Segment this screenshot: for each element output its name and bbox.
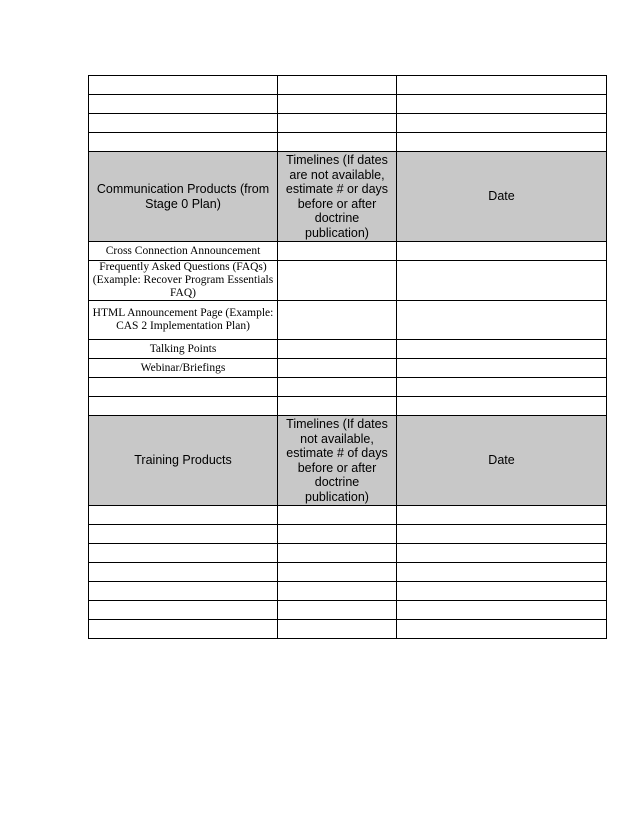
table-cell[interactable] — [278, 76, 397, 95]
table-row — [89, 242, 607, 261]
table-cell[interactable] — [397, 378, 607, 397]
timelines-header: Timelines (If dates are not available, estimate # or days before or after doctrine publication) — [278, 152, 397, 242]
timeline-cell[interactable] — [278, 242, 397, 261]
product-cell: Talking Points — [89, 340, 278, 359]
table-cell[interactable] — [397, 397, 607, 416]
empty-row — [89, 95, 607, 114]
date-cell[interactable] — [397, 242, 607, 261]
timeline-cell[interactable] — [278, 301, 397, 340]
empty-row — [89, 525, 607, 544]
table-cell[interactable] — [89, 114, 278, 133]
date-cell[interactable] — [397, 301, 607, 340]
communication-products-header: Communication Products (from Stage 0 Plan) — [89, 152, 278, 242]
table-cell[interactable] — [89, 133, 278, 152]
table-cell[interactable] — [89, 76, 278, 95]
product-cell: HTML Announcement Page (Example: CAS 2 Implementation Plan) — [89, 301, 278, 340]
table-cell[interactable] — [89, 506, 278, 525]
table-cell[interactable] — [278, 133, 397, 152]
date-header: Date — [397, 416, 607, 506]
table-cell[interactable] — [397, 563, 607, 582]
table-cell[interactable] — [278, 114, 397, 133]
empty-row — [89, 378, 607, 397]
table-cell[interactable] — [397, 95, 607, 114]
empty-row — [89, 582, 607, 601]
product-cell: Cross Connection Announcement — [89, 242, 278, 261]
date-cell[interactable] — [397, 261, 607, 301]
table-cell[interactable] — [89, 378, 278, 397]
table-row — [89, 301, 607, 340]
date-cell[interactable] — [397, 359, 607, 378]
table-cell[interactable] — [278, 582, 397, 601]
table-cell[interactable] — [278, 378, 397, 397]
product-cell: Frequently Asked Questions (FAQs) (Example: Recover Program Essentials FAQ) — [89, 261, 278, 301]
empty-row — [89, 76, 607, 95]
table-cell[interactable] — [397, 114, 607, 133]
communication-header-row — [89, 152, 607, 242]
empty-row — [89, 620, 607, 639]
table-cell[interactable] — [89, 544, 278, 563]
table-cell[interactable] — [278, 544, 397, 563]
table-cell[interactable] — [89, 397, 278, 416]
table-cell[interactable] — [397, 525, 607, 544]
table-cell[interactable] — [397, 601, 607, 620]
training-header-row — [89, 416, 607, 506]
table-cell[interactable] — [278, 601, 397, 620]
products-timeline-table — [88, 75, 607, 639]
table-row — [89, 340, 607, 359]
table-cell[interactable] — [278, 397, 397, 416]
empty-row — [89, 397, 607, 416]
timelines-header: Timelines (If dates not available, estimate # of days before or after doctrine publication) — [278, 416, 397, 506]
table-cell[interactable] — [397, 506, 607, 525]
date-header: Date — [397, 152, 607, 242]
timeline-cell[interactable] — [278, 340, 397, 359]
table-cell[interactable] — [278, 620, 397, 639]
table-cell[interactable] — [89, 620, 278, 639]
table-cell[interactable] — [397, 620, 607, 639]
table-row — [89, 261, 607, 301]
timeline-cell[interactable] — [278, 261, 397, 301]
table-cell[interactable] — [397, 76, 607, 95]
table-cell[interactable] — [397, 544, 607, 563]
timeline-cell[interactable] — [278, 359, 397, 378]
empty-row — [89, 133, 607, 152]
table-cell[interactable] — [89, 601, 278, 620]
table-cell[interactable] — [89, 582, 278, 601]
empty-row — [89, 601, 607, 620]
empty-row — [89, 114, 607, 133]
training-products-header: Training Products — [89, 416, 278, 506]
table-cell[interactable] — [278, 525, 397, 544]
table-cell[interactable] — [89, 95, 278, 114]
table-cell[interactable] — [397, 582, 607, 601]
table-row — [89, 359, 607, 378]
product-cell: Webinar/Briefings — [89, 359, 278, 378]
table-cell[interactable] — [89, 525, 278, 544]
empty-row — [89, 506, 607, 525]
table-cell[interactable] — [278, 95, 397, 114]
empty-row — [89, 544, 607, 563]
table-cell[interactable] — [89, 563, 278, 582]
empty-row — [89, 563, 607, 582]
table-cell[interactable] — [278, 563, 397, 582]
date-cell[interactable] — [397, 340, 607, 359]
table-cell[interactable] — [397, 133, 607, 152]
table-cell[interactable] — [278, 506, 397, 525]
